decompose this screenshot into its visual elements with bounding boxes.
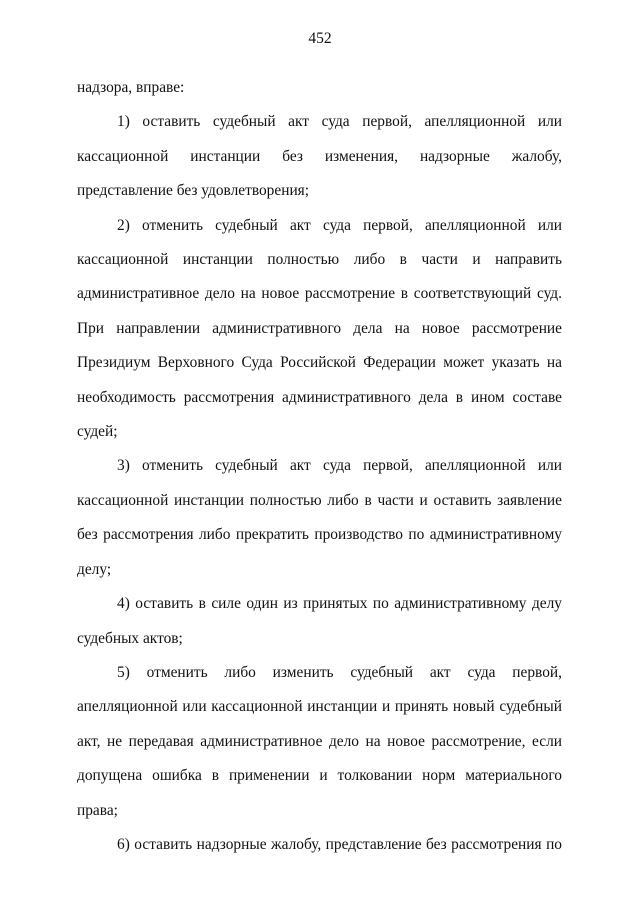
paragraph-item-3: 3) отменить судебный акт суда первой, апелляционной или кассационной инстанции полностью либо в части и оставить заявление без рассмотрения либо прекратить производство по административному делу; [77, 457, 562, 578]
page-number: 452 [308, 30, 332, 47]
paragraph-item-6: 6) оставить надзорные жалобу, представление без рассмотрения по [117, 835, 562, 853]
paragraph-intro: надзора, вправе: [77, 79, 185, 96]
document-body [77, 71, 562, 862]
paragraph-item-5: 5) отменить либо изменить судебный акт суда первой, апелляционной или кассационной инстанции и принять новый судебный акт, не передавая административное дело на новое рассмотрение, если допущена ошибка в применении и толковании норм материального права; [77, 663, 562, 819]
paragraph-item-4: 4) оставить в силе один из принятых по административному делу судебных актов; [77, 595, 562, 647]
paragraph-item-2: 2) отменить судебный акт суда первой, апелляционной или кассационной инстанции полностью либо в части и направить административное дело на новое рассмотрение в соответствующий суд. При направлении административного дела на новое рассмотрение Президиум Верховного Суда Российской Федерации может указать на необходимость рассмотрения административного дела в ином составе судей; [77, 216, 562, 441]
paragraph-item-1: 1) оставить судебный акт суда первой, апелляционной или кассационной инстанции без изменения, надзорные жалобу, представление без удовлетворения; [77, 113, 562, 200]
